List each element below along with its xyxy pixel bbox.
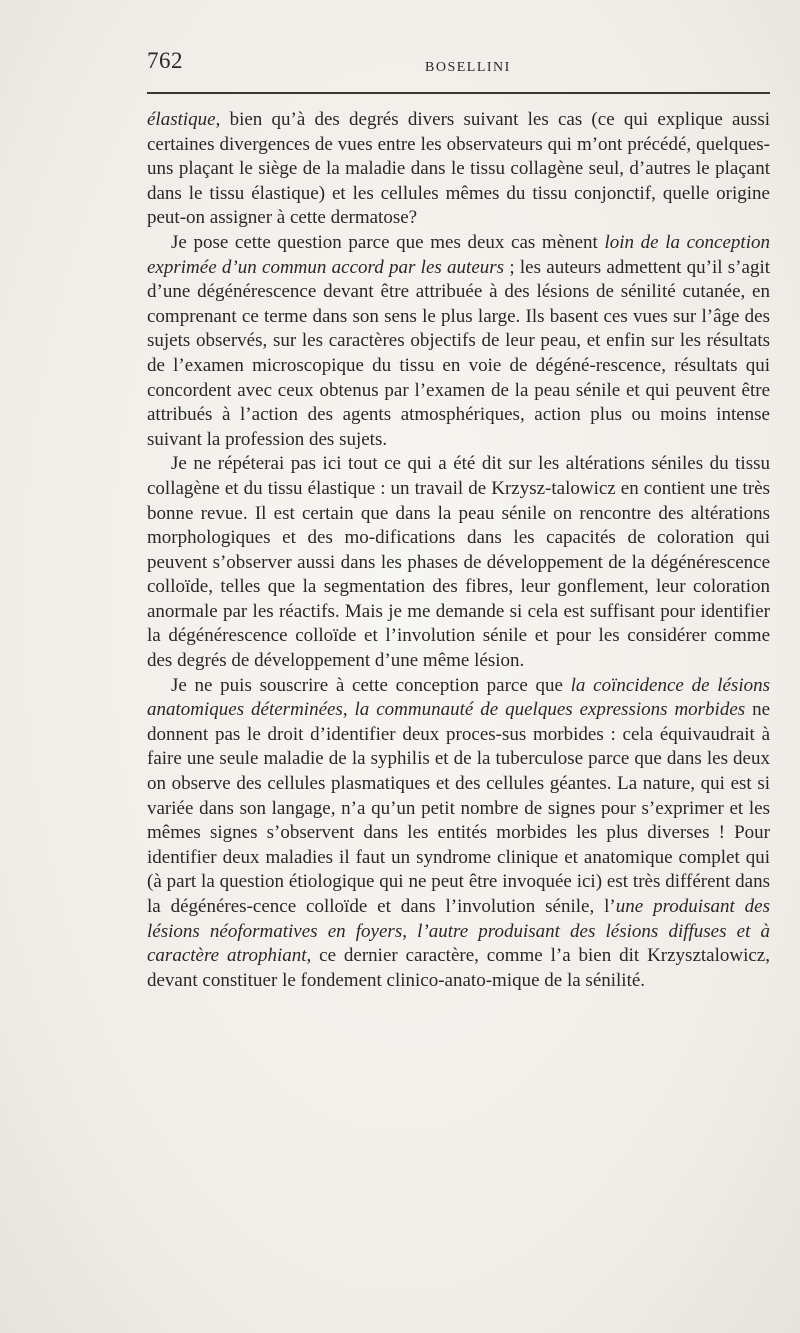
italic-text: élastique: [147, 109, 216, 130]
paragraph: [147, 231, 770, 452]
text-run: ,: [342, 699, 355, 721]
italic-text: loin de la conception exprimée d’un commun accord par les auteurs: [147, 231, 770, 278]
paragraph: [147, 108, 770, 231]
page-header: [147, 48, 770, 88]
italic-text: la coïncidence de lésions anatomiques déterminées: [147, 674, 770, 721]
text-run: ne donnent pas le droit d’identifier deux proces-sus morbides : cela équivaudrait à faire une seule maladie de la syphilis et de la tuberculose parce que dans les deux on observe des cellules plasmatiques et des cellules géantes. La nature, qui est si variée dans son langage, n’a qu’un petit nombre de signes pour s’exprimer et les mêmes signes s’observent dans les entités morbides les plus diverses ! Pour identifier deux maladies il faut un syndrome clinique et anatomique complet qui (à part la question étiologique qui ne peut être invoquée ici) est très différent dans la dégénéres-cence colloïde et dans l’involution sénile, l’: [147, 699, 771, 917]
text-run: ,: [402, 920, 418, 942]
text-run: , ce dernier caractère, comme l’a bien dit Krzysztalowicz, devant constituer le fondement clinico-anato-mique de la sénilité.: [147, 945, 770, 991]
italic-text: l’autre produisant des lésions diffuses et à caractère atrophiant: [147, 920, 771, 967]
header-rule: [147, 92, 770, 94]
body-text: [147, 108, 770, 993]
italic-text: la communauté de quelques expressions morbides: [354, 699, 746, 721]
text-run: ; les auteurs admettent qu’il s’agit d’une dégénérescence devant être attribuée à des lésions de sénilité cutanée, en comprenant ce terme dans son sens le plus large. Ils basent ces vues sur l’âge des sujets observés, sur les caractères objectifs de leur peau, et enfin sur les résultats de l’examen microscopique du tissu en voie de dégéné-rescence, résultats qui concordent avec ceux obtenus par l’examen de la peau sénile et qui peuvent être attribués à l’action des agents atmosphériques, action plus ou moins intense suivant la profession des sujets.: [147, 256, 770, 450]
paragraph: [147, 674, 770, 994]
text-run: Je pose cette question parce que mes deux cas mènent: [171, 231, 605, 253]
text-run: Je ne puis souscrire à cette conception parce que: [171, 674, 571, 696]
italic-text: une produisant des lésions néoformatives en foyers: [147, 896, 770, 942]
text-run: Je ne répéterai pas ici tout ce qui a été dit sur les altérations séniles du tissu collagène et du tissu élastique : un travail de Krzysz-talowicz en contient une très bonne revue. Il est certain que dans la peau sénile on rencontre des altérations morphologiques et des mo-difications dans les capacités de coloration qui peuvent s’observer aussi dans les phases de développement de la dégénérescence colloïde, telles que la segmentation des fibres, leur gonflement, leur coloration anormale par les réactifs. Mais je me demande si cela est suffisant pour identifier la dégénérescence colloïde et l’involution sénile et pour les considérer comme des degrés de développement d’une même lésion.: [147, 453, 770, 672]
running-head: BOSELLINI: [425, 60, 511, 75]
text-run: , bien qu’à des degrés divers suivant les cas (ce qui explique aussi certaines divergences de vues entre les observateurs qui m’ont précédé, quelques-uns plaçant le siège de la maladie dans le tissu collagène seul, d’autres le plaçant dans le tissu élastique) et les cellules mêmes du tissu conjonctif, quelle origine peut-on assigner à cette dermatose?: [147, 109, 770, 229]
paragraph: [147, 452, 770, 673]
page-number: 762: [147, 48, 183, 73]
